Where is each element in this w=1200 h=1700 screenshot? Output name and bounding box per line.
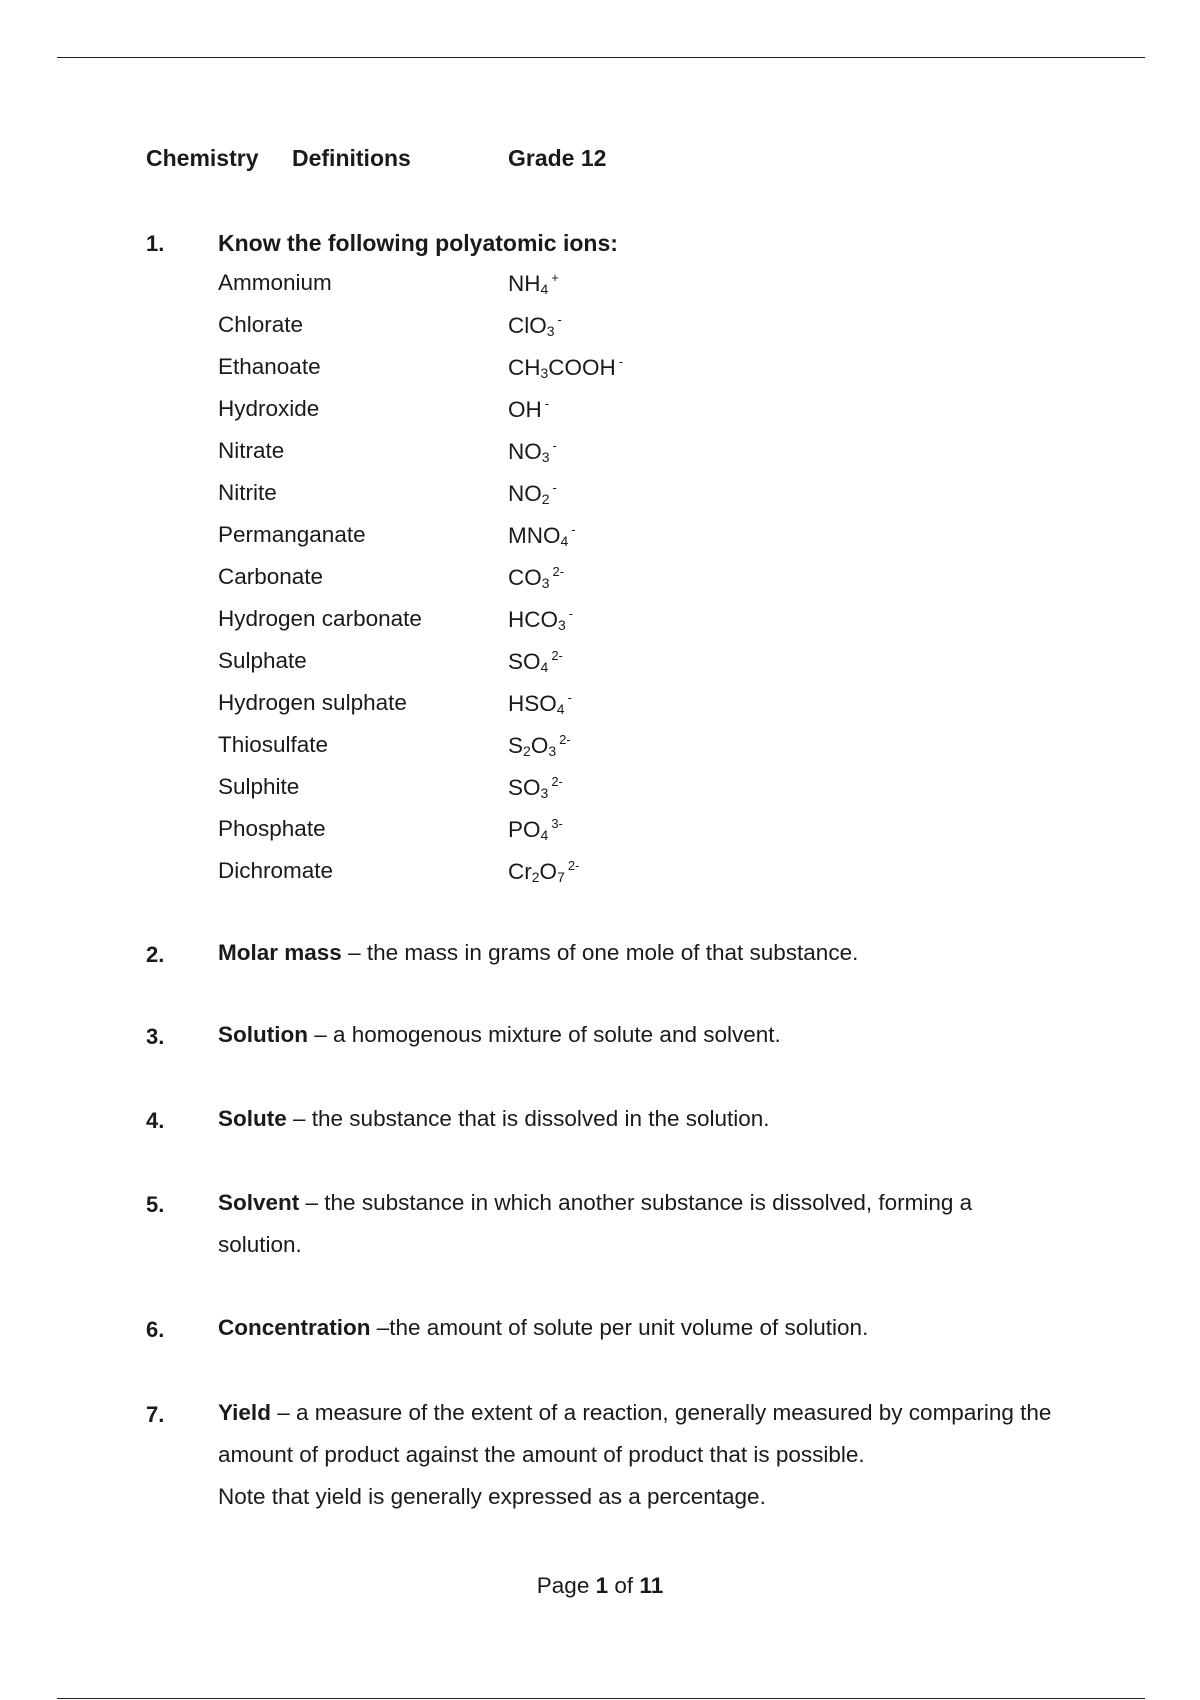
definition-number: 6. bbox=[146, 1317, 165, 1342]
formula-part: 3 bbox=[546, 323, 555, 339]
formula-part: COOH bbox=[548, 355, 616, 380]
definition-number: 4. bbox=[146, 1108, 165, 1133]
formula-part: 4 bbox=[540, 827, 549, 843]
formula-part: 7 bbox=[557, 869, 565, 885]
definition-note: Note that yield is generally expressed as a percentage. bbox=[218, 1484, 766, 1509]
formula-part: 2 bbox=[523, 743, 531, 759]
ion-formula bbox=[508, 732, 571, 759]
formula-part: NO bbox=[508, 439, 542, 464]
formula-part: O bbox=[539, 859, 558, 884]
formula-part: SO bbox=[508, 775, 541, 800]
formula-part: 3- bbox=[551, 816, 563, 831]
definition-solvent bbox=[218, 1182, 1058, 1266]
definition-solute bbox=[218, 1098, 1058, 1140]
section-number: 1. bbox=[146, 231, 165, 256]
formula-part: - bbox=[571, 522, 576, 537]
formula-part: 3 bbox=[541, 449, 550, 465]
definition-term: Concentration bbox=[218, 1315, 371, 1340]
formula-part: SO bbox=[508, 649, 541, 674]
page-prefix: Page bbox=[536, 1573, 590, 1598]
formula-part: S bbox=[508, 733, 524, 758]
top-rule bbox=[57, 57, 1145, 58]
definition-term: Yield bbox=[218, 1400, 271, 1425]
formula-part: MNO bbox=[508, 523, 561, 548]
header-grade: Grade 12 bbox=[508, 145, 607, 171]
formula-part: 2- bbox=[552, 564, 565, 579]
formula-part: 2 bbox=[531, 869, 540, 885]
formula-part: - bbox=[552, 480, 557, 495]
section-title: Know the following polyatomic ions: bbox=[218, 230, 618, 256]
formula-part: 3 bbox=[540, 785, 549, 801]
formula-part: PO bbox=[508, 817, 541, 842]
formula-part: NH bbox=[508, 271, 541, 296]
ion-formula bbox=[508, 648, 563, 675]
formula-part: - bbox=[552, 438, 557, 453]
ion-formula bbox=[508, 816, 563, 843]
formula-part: 2- bbox=[559, 732, 571, 747]
page-of: of bbox=[614, 1573, 634, 1598]
ion-name: Sulphate bbox=[218, 648, 307, 673]
ion-name: Nitrate bbox=[218, 438, 285, 463]
ion-name: Dichromate bbox=[218, 858, 334, 883]
definition-text: – the substance that is dissolved in the solution. bbox=[286, 1106, 770, 1131]
ion-formula bbox=[508, 774, 563, 801]
header-topic: Definitions bbox=[292, 145, 411, 171]
ion-name: Nitrite bbox=[218, 480, 277, 505]
ion-formula bbox=[508, 564, 564, 591]
definition-yield bbox=[218, 1392, 1058, 1518]
definition-text: – the substance in which another substance is dissolved, forming a solution. bbox=[218, 1190, 973, 1257]
definition-term: Molar mass bbox=[218, 940, 342, 965]
definition-term: Solution bbox=[218, 1022, 308, 1047]
definition-text: – a homogenous mixture of solute and solvent. bbox=[307, 1022, 781, 1047]
page-footer bbox=[0, 1573, 1200, 1599]
definition-number: 7. bbox=[146, 1402, 165, 1427]
formula-part: NO bbox=[508, 481, 542, 506]
formula-part: HSO bbox=[508, 691, 557, 716]
ion-name: Hydrogen sulphate bbox=[218, 690, 407, 715]
formula-part: 4 bbox=[540, 659, 549, 675]
definition-text: –the amount of solute per unit volume of solution. bbox=[370, 1315, 869, 1340]
definition-molar-mass bbox=[218, 932, 1058, 974]
formula-part: 3 bbox=[541, 575, 550, 591]
ion-name: Permanganate bbox=[218, 522, 366, 547]
formula-part: - bbox=[557, 312, 562, 327]
ion-formula bbox=[508, 690, 572, 717]
ion-name: Sulphite bbox=[218, 774, 300, 799]
definition-concentration bbox=[218, 1307, 1058, 1349]
ion-name: Ammonium bbox=[218, 270, 332, 295]
formula-part: 2 bbox=[541, 491, 550, 507]
definition-number: 3. bbox=[146, 1024, 165, 1049]
page-total: 11 bbox=[639, 1573, 664, 1598]
ion-name: Phosphate bbox=[218, 816, 326, 841]
formula-part: 2- bbox=[551, 648, 563, 663]
formula-part: Cr bbox=[508, 859, 532, 884]
definition-term: Solvent bbox=[218, 1190, 300, 1215]
ion-formula bbox=[508, 480, 557, 507]
formula-part: - bbox=[618, 354, 624, 369]
ion-name: Chlorate bbox=[218, 312, 304, 337]
header-subject: Chemistry bbox=[146, 145, 259, 171]
definition-text: – the mass in grams of one mole of that substance. bbox=[341, 940, 859, 965]
ion-formula bbox=[508, 438, 557, 465]
formula-part: CH bbox=[508, 355, 541, 380]
formula-part: 4 bbox=[540, 281, 549, 297]
bottom-rule bbox=[57, 1698, 1145, 1699]
formula-part: HCO bbox=[508, 607, 558, 632]
formula-part: 3 bbox=[558, 617, 566, 633]
formula-part: 2- bbox=[551, 774, 563, 789]
ion-name: Hydroxide bbox=[218, 396, 320, 421]
formula-part: + bbox=[551, 270, 559, 285]
ion-name: Ethanoate bbox=[218, 354, 321, 379]
definition-number: 5. bbox=[146, 1192, 165, 1217]
formula-part: 2- bbox=[567, 858, 580, 873]
formula-part: 4 bbox=[556, 701, 565, 717]
ion-name: Hydrogen carbonate bbox=[218, 606, 422, 631]
formula-part: 4 bbox=[560, 533, 569, 549]
formula-part: 3 bbox=[540, 365, 549, 381]
formula-part: CO bbox=[508, 565, 542, 590]
ion-formula bbox=[508, 522, 576, 549]
definition-term: Solute bbox=[218, 1106, 287, 1131]
formula-part: - bbox=[544, 396, 550, 411]
formula-part: OH bbox=[508, 397, 542, 422]
ion-formula bbox=[508, 312, 562, 339]
page-current: 1 bbox=[595, 1573, 609, 1598]
formula-part: - bbox=[568, 606, 574, 621]
ion-formula bbox=[508, 354, 623, 381]
formula-part: - bbox=[567, 690, 572, 705]
formula-part: ClO bbox=[508, 313, 547, 338]
definition-solution bbox=[218, 1014, 1058, 1056]
ion-formula bbox=[508, 606, 573, 633]
definition-text: – a measure of the extent of a reaction, generally measured by comparing the amount of product against the amount of product that is possible. bbox=[218, 1400, 1052, 1467]
ion-formula bbox=[508, 858, 579, 885]
definition-number: 2. bbox=[146, 942, 165, 967]
ion-name: Thiosulfate bbox=[218, 732, 329, 757]
ion-formula bbox=[508, 396, 549, 423]
ion-name: Carbonate bbox=[218, 564, 324, 589]
formula-part: O bbox=[530, 733, 549, 758]
ion-formula bbox=[508, 270, 559, 297]
formula-part: 3 bbox=[548, 743, 557, 759]
